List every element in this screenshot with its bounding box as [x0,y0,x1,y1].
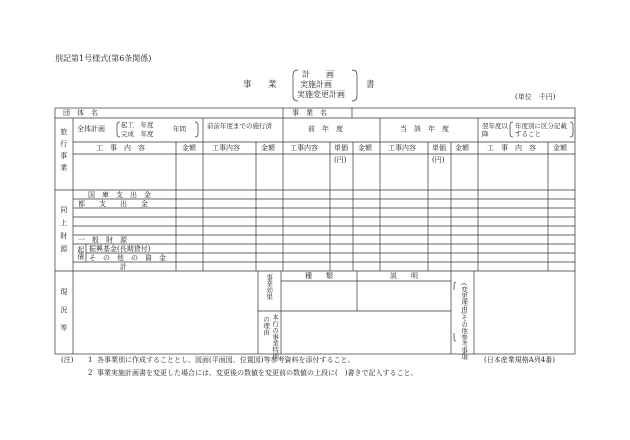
col-kingaku-1: 金額 [182,144,196,152]
nenkan: 年間 [173,125,186,133]
col-kingaku-4: 金額 [455,144,469,152]
title-prefix-2: 業 [268,80,277,90]
zaigen-ippan: 一 般 財 源 [78,236,127,244]
note-2: 事業実施計画書を変更した場合には、変更後の数値を変更前の数値の上段に( )書きで記入すること。 [97,369,418,377]
title-option-henko: 実施変更計画 [297,90,345,99]
zaigen-sonota: そ の 他 の 資 金 [89,254,166,262]
shurui-label: 種 類 [305,272,333,280]
zaigen-label: 同上財源 [59,206,68,258]
kisai-label: 起債 [76,246,85,260]
col-kingaku-3: 金額 [358,144,372,152]
zentai-keikaku: 全体計画 [77,125,105,133]
tanka-unit-2: (円) [432,156,445,164]
toga-nendo: 当 該 年 度 [400,125,449,133]
col-koji-naiyo-3: 工事内容 [290,144,318,152]
zen-nendo: 前 年 度 [308,125,343,133]
col-kingaku-2: 金額 [261,144,275,152]
kiko-year: 起工 年度 [121,121,154,129]
form-id: 別記第1号様式(第6条関係) [55,54,152,63]
notes-label: (注) [61,356,74,364]
title-option-keikaku: 計 画 [302,70,334,79]
setsumei-label: 説 明 [390,272,418,280]
zaigen-kokko: 国 庫 支 出 金 [88,191,151,199]
jigyo-koka-label: 事業効果 [265,274,274,300]
note-1-number: 1 [88,356,93,364]
zaigen-shinko: 振興基金(長期貸付) [89,245,151,253]
yokunen-iko: 翌年度以降 [482,122,508,139]
note-2-number: 2 [88,369,93,377]
col-tanka-2: 単価 [432,144,446,152]
title-prefix-1: 事 [243,80,252,90]
col-koji-naiyo-2: 工事内容 [212,144,240,152]
riyu-label: の理由 [262,316,271,336]
genkyo-label: 現況等 [59,288,68,342]
title-suffix: 書 [366,80,375,90]
zaigen-kei: 計 [120,263,127,271]
col-kingaku-5: 金額 [553,144,567,152]
col-koji-naiyo-4: 工事内容 [388,144,416,152]
col-tanka-1: 単価 [334,144,348,152]
shikou-jigyo-label: 旅行事業 [59,128,68,176]
kansei-year: 完成 年度 [121,130,154,138]
dantai-label: 団 体 名 [63,109,98,117]
zenzen-nendo: 前前年度までの施行済 [207,122,272,130]
col-koji-naiyo-5: 工 事 内 容 [487,144,536,152]
jigyo-label: 事 業 名 [292,109,327,117]
honko-label: 本行の事業特別 [271,314,280,360]
note-1: 各事業別に作成することとし、図面(平面図、位置図)等参考資料を添付すること。 [97,356,355,364]
henko-riyu-label: (変更理由)その他参考事項 [460,283,469,360]
col-koji-naiyo-1: 工 事 内 容 [96,144,145,152]
unit-label: (単位 千円) [515,93,556,101]
paper-size-note: (日本産業規格A列4番) [484,356,555,364]
zaigen-to: 都 支 出 金 [78,200,148,208]
kubun-note: 年度別に区分記載すること [515,122,567,139]
tanka-unit-1: (円) [334,156,347,164]
title-option-jisshi: 実施計画 [300,80,332,89]
